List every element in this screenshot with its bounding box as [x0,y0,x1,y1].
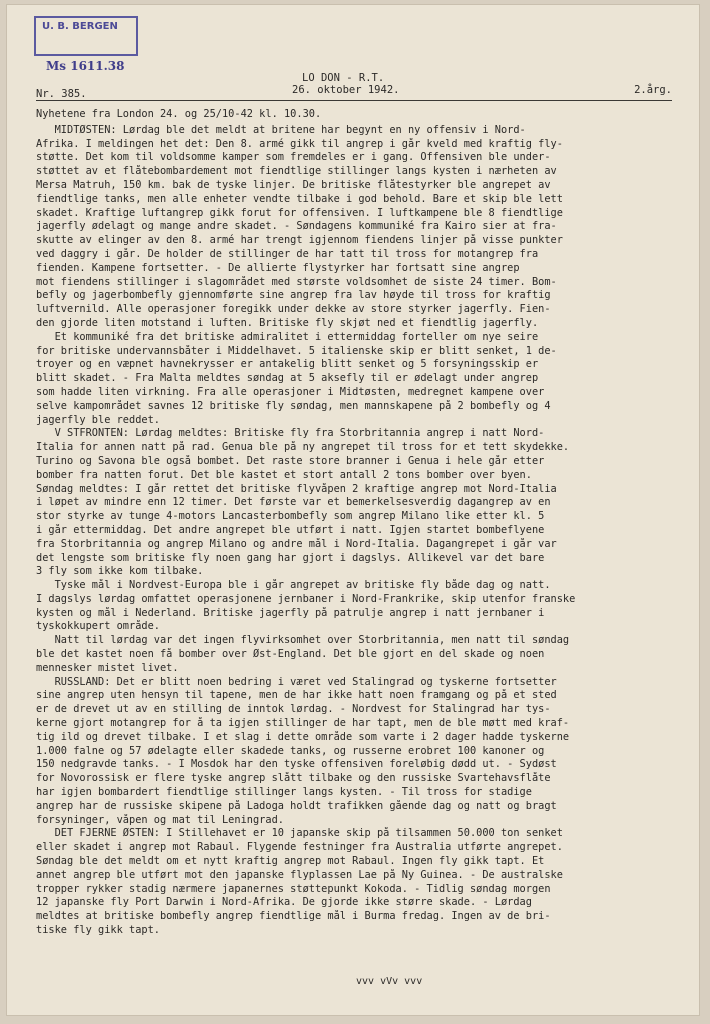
text-line: tig ild og drevet tilbake. I et slag i dette område som varte i 2 dager hadde tyskerne [36,730,570,743]
text-line: jagerfly ødelagt og mange andre skadet. - Søndagens kommuniké fra Kairo sier at fra- [36,220,557,233]
text-line: har igjen bombardert fiendtlige stillinger langs kysten. - Til tross for stadige [36,786,532,799]
text-line: tyskokkupert område. [36,620,160,633]
text-line: tiske fly gikk tapt. [36,924,160,937]
text-line: 1.000 falne og 57 ødelagte eller skadede tanks, og russerne erobret 100 kanoner og [36,744,545,757]
text-line: for britiske undervannsbåter i Middelhavet. 5 italienske skip er blitt senket, 1 de- [36,344,557,357]
text-line: tropper rykker stadig nærmere japanernes støttepunkt Kokoda. - Tidlig søndag morgen [36,882,551,895]
text-line: Søndag ble det meldt om et nytt kraftig angrep mot Rabaul. Ingen fly gikk tapt. Et [36,855,545,868]
text-line: som hadde liten virkning. Fra alle operasjoner i Midtøsten, medregnet kampene over [36,385,545,398]
text-line: er de drevet ut av en stilling de inntok lørdag. - Nordvest for Stalingrad har tys- [36,703,551,716]
date-line: 26. oktober 1942. [292,84,400,96]
library-stamp [34,16,138,56]
text-line: Søndag meldtes: I går rettet det britiske flyvåpen 2 kraftige angrep mot Nord-Italia [36,482,557,495]
text-line: luftvernild. Alle operasjoner foregikk under dekke av store styrker jagerfly. Fien- [36,303,551,316]
text-line: Mersa Matruh, 150 km. bak de tyske linjer. De britiske flåtestyrker ble angrepet av [36,178,551,191]
text-line: stor styrke av tunge 4-motors Lancasterbombefly som angrep Milano like etter kl. 5 [36,510,545,523]
text-line: Afrika. I meldingen het det: Den 8. armé gikk til angrep i går kveld med kraftig fly- [36,137,563,150]
text-line: Tyske mål i Nordvest-Europa ble i går angrepet av britiske fly både dag og natt. [36,579,551,592]
news-heading: Nyhetene fra London 24. og 25/10-42 kl. 10.30. [36,108,322,120]
text-line: RUSSLAND: Det er blitt noen bedring i været ved Stalingrad og tyskerne fortsetter [36,675,557,688]
text-line: skutte av elinger av den 8. armé har trengt igjennom fiendens linjer på visse punkter [36,234,563,247]
text-line: mennesker mistet livet. [36,661,179,674]
stamp-text: U. B. BERGEN [42,21,118,32]
issue-number: Nr. 385. [36,88,87,100]
text-line: mot fiendens stillinger i slagområdet med største voldsomhet de siste 24 timer. Bom- [36,275,557,288]
text-line: ble det kastet noen få bomber over Øst-England. Det ble gjort en del skade og noen [36,648,545,661]
text-line: den gjorde liten motstand i luften. Britiske fly skjøt ned et fiendtlig jagerfly. [36,316,539,329]
text-line: befly og jagerbombefly gjennomførte sine angrep fra lav høyde til tross for kraftig [36,289,551,302]
text-line: 3 fly som ikke kom tilbake. [36,565,204,578]
text-line: V STFRONTEN: Lørdag meldtes: Britiske fly fra Storbritannia angrep i natt Nord- [36,427,545,440]
signoff-mark: vvv vVv vvv [356,976,423,987]
document-page [6,4,700,1016]
text-line: fienden. Kampene fortsetter. - De allierte flystyrker har fortsatt sine angrep [36,261,520,274]
text-line: Et kommuniké fra det britiske admiralitet i ettermiddag forteller om nye seire [36,330,539,343]
text-line: meldtes at britiske bombefly angrep fiendtlige mål i Burma fredag. Ingen av de bri- [36,910,551,923]
bulletin-body [36,108,676,938]
text-line: i løpet av mindre enn 12 timer. Det første var et bemerkelsesverdig dagangrep av en [36,496,551,509]
text-line: Turino og Savona ble også bombet. Det raste store branner i Genua i hele går etter [36,454,545,467]
handwritten-shelfmark: Ms 1611.38 [46,59,125,73]
text-line: I dagslys lørdag omfattet operasjonene jernbaner i Nord-Frankrike, skip utenfor franske [36,592,576,605]
text-line: angrep har de russiske skipene på Ladoga holdt trafikken gående dag og natt og bragt [36,799,557,812]
text-line: det lengste som britiske fly noen gang har gjort i dagslys. Allikevel var det bare [36,551,545,564]
text-line: forsyninger, våpen og mat til Leningrad. [36,813,284,826]
text-line: 12 japanske fly Port Darwin i Nord-Afrika. De gjorde ikke større skade. - Lørdag [36,896,532,909]
text-line: eller skadet i angrep mot Rabaul. Flygende festninger fra Australia utførte angrepet. [36,841,563,854]
header-rule [36,100,672,101]
text-line: Italia for annen natt på rad. Genua ble på ny angrepet til tross for et tett skydekke. [36,441,570,454]
source-line: LO DON - R.T. [302,72,385,84]
text-line: ved daggry i går. De holder de stillinger de har tatt til tross for motangrep fra [36,247,539,260]
year-volume: 2.årg. [634,84,672,96]
text-line: støtte. Det kom til voldsomme kamper som fremdeles er i gang. Offensiven ble under- [36,151,551,164]
text-line: Natt til lørdag var det ingen flyvirksomhet over Storbritannia, men natt til søndag [36,634,570,647]
text-line: blitt skadet. - Fra Malta meldtes søndag at 5 aksefly til er ødelagt under angrep [36,372,539,385]
text-line: fiendtlige tanks, men alle enheter vendte tilbake i god behold. Bare et skip ble lett [36,192,563,205]
text-line: annet angrep ble utført mot den japanske flyplassen Lae på Ny Guinea. - De australske [36,868,563,881]
text-line: i går ettermiddag. Det andre angrepet ble utført i natt. Igjen startet bombeflyene [36,523,545,536]
text-line: sine angrep uten hensyn til tapene, men de har ikke hatt noen framgang og på et sted [36,689,557,702]
text-line: støttet av et flåtebombardement mot fiendtlige stillinger langs kysten i nærheten av [36,165,557,178]
text-line: troyer og en væpnet havnekrysser er antakelig blitt senket og 5 forsyningsskip er [36,358,539,371]
text-line: MIDTØSTEN: Lørdag ble det meldt at britene har begynt en ny offensiv i Nord- [36,123,526,136]
text-line: selve kampområdet savnes 12 britiske fly søndag, men mannskapene på 2 bombefly og 4 [36,399,551,412]
text-line: bomber fra natten forut. Det ble kastet et stort antall 2 tons bomber over byen. [36,468,532,481]
text-line: 150 nedgravde tanks. - I Mosdok har den tyske offensiven foreløbig dødd ut. - Sydøst [36,758,557,771]
text-line: kysten og mål i Nederland. Britiske jagerfly på patrulje angrep i natt jernbaner i [36,606,545,619]
text-line: fra Storbritannia og angrep Milano og andre mål i Nord-Italia. Dagangrepet i går var [36,537,557,550]
text-line: skadet. Kraftige luftangrep gikk forut for offensiven. I luftkampene ble 8 fiendtlige [36,206,563,219]
bulletin-header [36,68,672,108]
text-line: DET FJERNE ØSTEN: I Stillehavet er 10 japanske skip på tilsammen 50.000 ton senket [36,827,563,840]
text-line: kerne gjort motangrep for å ta igjen stillinger de har tapt, men de ble møtt med kraf- [36,717,570,730]
text-line: for Novorossisk er flere tyske angrep slått tilbake og den russiske Svartehavsflåte [36,772,551,785]
text-line: jagerfly ble reddet. [36,413,160,426]
